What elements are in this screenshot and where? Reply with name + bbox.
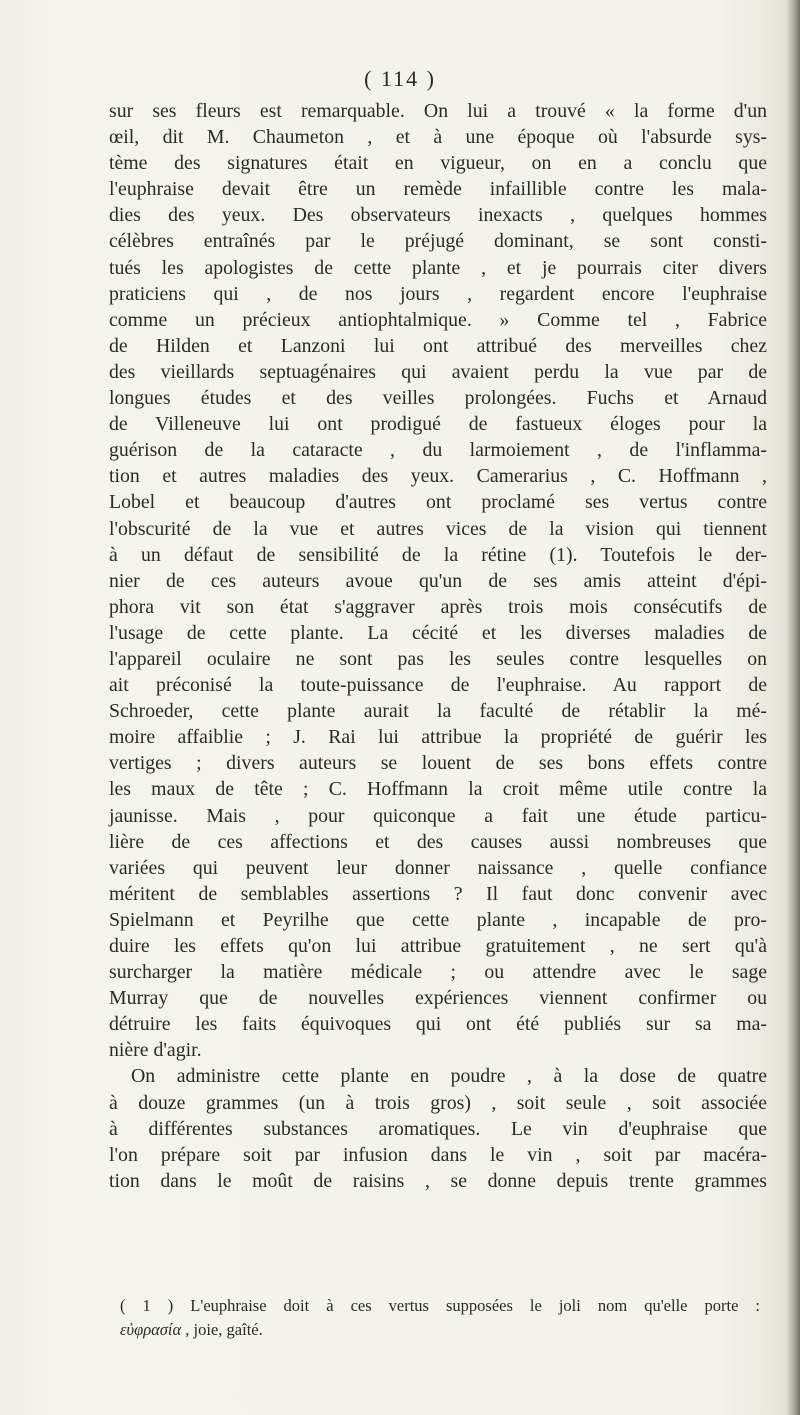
text-line: tion et autres maladies des yeux. Camerarius , C. Hoffmann , xyxy=(109,465,767,488)
text-line: surcharger la matière médicale ; ou attendre avec le sage xyxy=(109,961,767,984)
text-line: détruire les faits équivoques qui ont été publiés sur sa ma- xyxy=(109,1013,767,1036)
text-line: Lobel et beaucoup d'autres ont proclamé ses vertus contre xyxy=(109,491,767,514)
text-line: vertiges ; divers auteurs se louent de ses bons effets contre xyxy=(109,752,767,775)
page-number: ( 114 ) xyxy=(364,66,436,91)
footnote-line-rest: , joie, gaîté. xyxy=(181,1320,263,1339)
text-line: de Villeneuve lui ont prodigué de fastueux éloges pour la xyxy=(109,413,767,436)
text-line: moire affaiblie ; J. Rai lui attribue la propriété de guérir les xyxy=(109,726,767,749)
text-line: dies des yeux. Des observateurs inexacts , quelques hommes xyxy=(109,204,767,227)
text-line: les maux de tête ; C. Hoffmann la croit même utile contre la xyxy=(109,778,767,801)
greek-word: εὐφρασία xyxy=(120,1320,182,1339)
text-line: Schroeder, cette plante aurait la faculté de rétablir la mé- xyxy=(109,700,767,723)
text-line: à douze grammes (un à trois gros) , soit seule , soit associée xyxy=(109,1091,767,1114)
page-edge-shadow xyxy=(786,0,800,1415)
text-line: duire les effets qu'on lui attribue gratuitement , ne sert qu'à xyxy=(109,935,767,957)
footnote-line xyxy=(120,1318,760,1342)
text-line: œil, dit M. Chaumeton , et à une époque où l'absurde sys- xyxy=(109,126,767,149)
text-line: nier de ces auteurs avoue qu'un de ses amis atteint d'épi- xyxy=(109,569,767,592)
text-line: l'euphraise devait être un remède infaillible contre les mala- xyxy=(109,178,767,201)
text-line: phora vit son état s'aggraver après trois mois consécutifs de xyxy=(109,595,767,618)
text-line: praticiens qui , de nos jours , regardent encore l'euphraise xyxy=(109,282,767,305)
text-line: lière de ces affections et des causes aussi nombreuses que xyxy=(109,830,767,853)
text-line: Spielmann et Peyrilhe que cette plante , incapable de pro- xyxy=(109,908,767,931)
text-line: sur ses fleurs est remarquable. On lui a trouvé « la forme d'un xyxy=(109,100,767,122)
footnote-line: ( 1 ) L'euphraise doit à ces vertus supposées le joli nom qu'elle porte : xyxy=(120,1296,760,1315)
text-line: tème des signatures était en vigueur, on en a conclu que xyxy=(109,152,767,175)
text-line: comme un précieux antiophtalmique. » Comme tel , Fabrice xyxy=(109,308,767,331)
text-line: longues études et des veilles prolongées. Fuchs et Arnaud xyxy=(109,387,767,410)
paragraph-start-line: On administre cette plante en poudre , à la dose de quatre xyxy=(131,1065,767,1088)
text-line: jaunisse. Mais , pour quiconque a fait une étude particu- xyxy=(109,804,767,827)
text-line: l'obscurité de la vue et autres vices de la vision qui tiennent xyxy=(109,517,767,540)
text-line: de Hilden et Lanzoni lui ont attribué des merveilles chez xyxy=(109,334,767,357)
text-line: tués les apologistes de cette plante , et je pourrais citer divers xyxy=(109,256,767,279)
text-line: Murray que de nouvelles expériences viennent confirmer ou xyxy=(109,987,767,1010)
body-text xyxy=(109,98,767,1194)
text-line: l'on prépare soit par infusion dans le vin , soit par macéra- xyxy=(109,1143,767,1166)
text-line: des vieillards septuagénaires qui avaient perdu la vue par de xyxy=(109,360,767,383)
text-line: guérison de la cataracte , du larmoiement , de l'inflamma- xyxy=(109,439,767,462)
text-line: l'usage de cette plante. La cécité et les diverses maladies de xyxy=(109,621,767,644)
text-line: à différentes substances aromatiques. Le vin d'euphraise que xyxy=(109,1117,767,1140)
text-line: ait préconisé la toute-puissance de l'euphraise. Au rapport de xyxy=(109,674,767,697)
text-line: méritent de semblables assertions ? Il faut donc convenir avec xyxy=(109,882,767,905)
paragraph-end-line: nière d'agir. xyxy=(109,1039,202,1062)
text-line: tion dans le moût de raisins , se donne depuis trente grammes xyxy=(109,1169,767,1192)
text-line: à un défaut de sensibilité de la rétine (1). Toutefois le der- xyxy=(109,543,767,566)
text-line: l'appareil oculaire ne sont pas les seules contre lesquelles on xyxy=(109,647,767,670)
text-line: variées qui peuvent leur donner naissance , quelle confiance xyxy=(109,856,767,879)
text-line: célèbres entraînés par le préjugé dominant, se sont consti- xyxy=(109,230,767,253)
footnote xyxy=(120,1294,760,1342)
